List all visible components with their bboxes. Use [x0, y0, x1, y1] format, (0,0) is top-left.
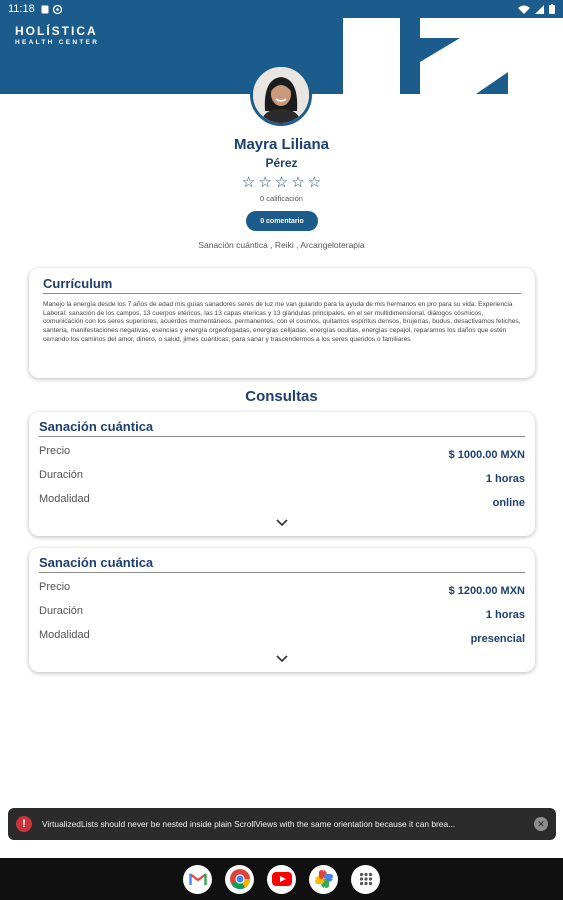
- star-icon[interactable]: ☆: [307, 174, 322, 191]
- expand-toggle[interactable]: [29, 650, 535, 668]
- duration-value: 1 horas: [485, 473, 525, 485]
- duration-value: 1 horas: [485, 609, 525, 621]
- star-icon[interactable]: ☆: [274, 174, 289, 191]
- chevron-down-icon[interactable]: [276, 519, 288, 527]
- star-icon[interactable]: ☆: [241, 174, 256, 191]
- sim-icon: [41, 5, 49, 14]
- battery-icon: [549, 4, 555, 14]
- chevron-down-icon[interactable]: [276, 655, 288, 663]
- logo-line2: HEALTH CENTER: [15, 39, 100, 46]
- curriculum-title: Currículum: [43, 276, 521, 294]
- price-label: Precio: [39, 581, 71, 593]
- wifi-icon: [518, 5, 530, 14]
- mode-label: Modalidad: [39, 493, 90, 505]
- youtube-app[interactable]: [267, 865, 296, 894]
- chrome-icon[interactable]: [229, 868, 251, 890]
- rating-stars[interactable]: [0, 175, 563, 191]
- settings-notification-icon: [53, 5, 62, 14]
- consultation-title: Sanación cuántica: [39, 555, 525, 573]
- comments-button[interactable]: 0 comentario: [246, 211, 318, 231]
- photos-app[interactable]: [309, 865, 338, 894]
- signal-icon: [535, 5, 544, 14]
- specialties-list: Sanación cuántica , Reiki , Arcangeloterapia: [198, 240, 365, 250]
- mode-row: [39, 625, 525, 649]
- gmail-app[interactable]: [183, 865, 212, 894]
- rating-count: 0 calificación: [260, 194, 303, 203]
- price-label: Precio: [39, 445, 71, 457]
- taskbar: [0, 858, 563, 900]
- mode-value: online: [492, 497, 525, 509]
- youtube-icon[interactable]: [272, 872, 292, 886]
- error-icon: !: [16, 816, 32, 832]
- toast-message: VirtualizedLists should never be nested inside plain ScrollViews with the same orientation because it can brea...: [42, 819, 456, 829]
- status-bar: [0, 0, 563, 18]
- chrome-app[interactable]: [225, 865, 254, 894]
- error-toast[interactable]: [8, 808, 556, 840]
- curriculum-text: Manejo la energía desde los 7 años de edad mis guías sanadores seres de luz me van guiando para la ayuda de mis hermanos en pro para su vida. Experiencia Laboral: sanación de los campos, 13 cuerpos etéricos, las 13 capas etericas y 13 glándulas principales, en el ser multidimensional, diálogos cósmicos, comunicación con los seres superiores, acuerdos momentáneos, permanentes, con el cosmos, quitamos espíritus densos, brujerías, budus, desactivamos fetiches, santería, manifestaciones negativas, esencias y energía orgeofogadas, energías celljadas, energías ocultas, energías cepajol, reparamos los daños que estén cerrando los caminos del amor, dinero, o salud, jimes cuánticas, para sanar y trascendermos a los seres queridos o familiares: [43, 301, 521, 343]
- close-icon[interactable]: ✕: [534, 817, 548, 831]
- price-value: $ 1200.00 MXN: [448, 585, 525, 597]
- mode-value: presencial: [470, 633, 525, 645]
- photos-icon[interactable]: [314, 869, 334, 889]
- curriculum-card: [29, 268, 535, 378]
- consultation-card[interactable]: [29, 412, 535, 536]
- star-icon[interactable]: ☆: [291, 174, 305, 191]
- duration-label: Duración: [39, 469, 84, 481]
- app-drawer-icon[interactable]: [359, 872, 373, 886]
- consultation-title: Sanación cuántica: [39, 419, 525, 437]
- mode-label: Modalidad: [39, 629, 90, 641]
- star-icon[interactable]: ☆: [258, 174, 272, 191]
- duration-row: [39, 465, 525, 489]
- logo: [15, 24, 99, 46]
- profile-last-name: Pérez: [265, 156, 298, 170]
- consultas-heading: Consultas: [245, 388, 318, 405]
- app-drawer[interactable]: [351, 865, 380, 894]
- status-time: 11:18: [8, 3, 35, 15]
- gmail-icon[interactable]: [189, 872, 207, 886]
- consultation-card[interactable]: [29, 548, 535, 672]
- avatar: [250, 64, 312, 126]
- profile-photo: [253, 67, 309, 123]
- mode-row: [39, 489, 525, 513]
- price-value: $ 1000.00 MXN: [448, 449, 525, 461]
- duration-row: [39, 601, 525, 625]
- price-row: [39, 441, 525, 465]
- logo-line1: HOLÍSTICA: [15, 24, 98, 38]
- profile-first-name: Mayra Liliana: [233, 136, 330, 153]
- expand-toggle[interactable]: [29, 514, 535, 532]
- price-row: [39, 577, 525, 601]
- duration-label: Duración: [39, 605, 84, 617]
